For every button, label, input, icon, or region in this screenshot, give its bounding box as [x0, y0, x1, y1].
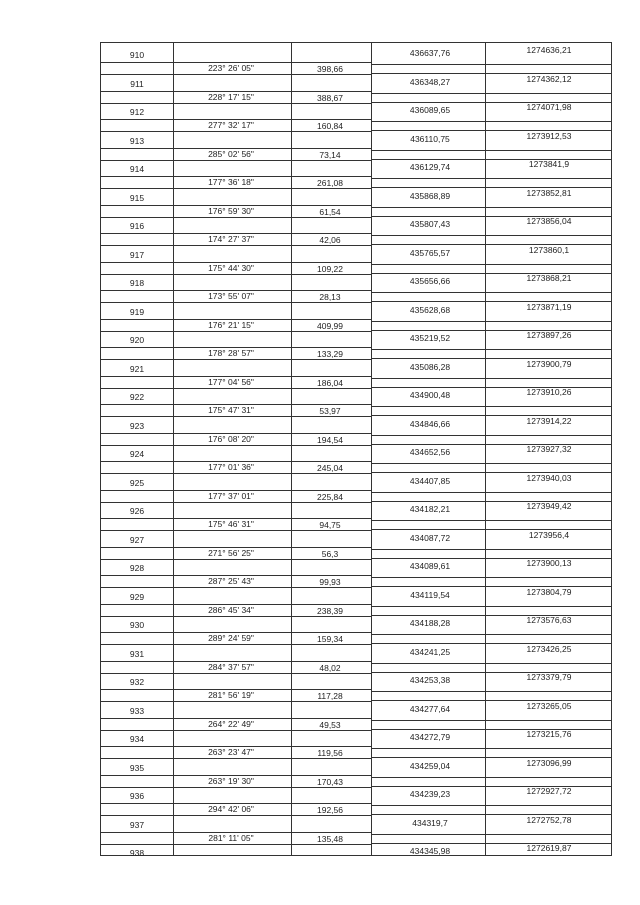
direction-angle: 264° 22' 49" — [208, 718, 254, 729]
row-rule — [371, 264, 611, 265]
point-number: 918 — [129, 278, 145, 288]
row-rule — [371, 435, 611, 436]
segment-distance: 409,99 — [317, 320, 343, 331]
segment-distance: 245,04 — [317, 463, 343, 473]
row-rule — [371, 235, 611, 236]
row-rule — [371, 549, 611, 550]
row-rule — [371, 663, 611, 664]
row-rule — [101, 473, 371, 474]
y-coordinate: 1273910,26 — [526, 387, 572, 397]
y-coordinate: 1273860,1 — [528, 244, 570, 255]
x-coordinate: 435656,66 — [409, 276, 451, 286]
point-number: 931 — [129, 648, 145, 659]
point-number: 920 — [129, 335, 145, 345]
direction-angle: 173° 55' 07" — [208, 291, 254, 301]
segment-distance: 42,06 — [319, 235, 341, 245]
y-coordinate: 1273956,4 — [528, 529, 570, 540]
row-rule — [371, 150, 611, 151]
row-rule — [371, 805, 611, 806]
direction-angle: 228° 17' 15" — [208, 91, 254, 102]
segment-distance: 109,22 — [317, 263, 343, 274]
y-coordinate: 1273576,63 — [526, 615, 572, 625]
point-number: 915 — [129, 192, 145, 203]
x-coordinate: 436089,65 — [409, 105, 451, 115]
row-rule — [101, 502, 371, 503]
y-coordinate: 1273900,79 — [526, 358, 572, 369]
y-coordinate: 1273927,32 — [526, 444, 572, 454]
row-rule — [101, 331, 371, 332]
x-coordinate: 435086,28 — [409, 361, 451, 372]
direction-angle: 178° 28' 57" — [208, 348, 254, 358]
segment-distance: 160,84 — [317, 121, 343, 131]
x-coordinate: 435807,43 — [409, 219, 451, 229]
row-rule — [371, 93, 611, 94]
direction-angle: 174° 27' 37" — [208, 234, 254, 244]
row-rule — [101, 245, 371, 246]
direction-angle: 177° 01' 36" — [208, 462, 254, 472]
point-number: 934 — [129, 734, 145, 744]
point-number: 938 — [129, 848, 145, 858]
row-rule — [371, 349, 611, 350]
table-column-divider — [291, 43, 292, 855]
point-number: 926 — [129, 506, 145, 516]
row-rule — [101, 445, 371, 446]
y-coordinate: 1273900,13 — [526, 558, 572, 568]
direction-angle: 177° 36' 18" — [208, 177, 254, 187]
point-number: 922 — [129, 392, 145, 402]
row-rule — [101, 74, 371, 75]
point-number: 911 — [130, 78, 144, 89]
x-coordinate: 434900,48 — [409, 390, 451, 400]
x-coordinate: 435765,57 — [409, 247, 451, 258]
row-rule — [101, 616, 371, 617]
point-number: 929 — [129, 591, 145, 602]
x-coordinate: 436348,27 — [409, 76, 451, 87]
y-coordinate: 1273096,99 — [526, 757, 572, 768]
segment-distance: 133,29 — [317, 349, 343, 359]
y-coordinate: 1272927,72 — [526, 786, 572, 796]
y-coordinate: 1272619,87 — [526, 843, 572, 853]
row-rule — [101, 815, 371, 816]
row-rule — [371, 577, 611, 578]
direction-angle: 281° 11' 05" — [208, 832, 254, 843]
y-coordinate: 1273914,22 — [526, 415, 572, 426]
row-rule — [371, 121, 611, 122]
segment-distance: 73,14 — [319, 149, 341, 160]
table-column-divider — [485, 43, 486, 855]
table-column-divider — [173, 43, 174, 855]
row-rule — [101, 131, 371, 132]
row-rule — [371, 178, 611, 179]
row-rule — [371, 606, 611, 607]
point-number: 928 — [129, 563, 145, 573]
direction-angle: 176° 59' 30" — [208, 205, 254, 216]
segment-distance: 48,02 — [319, 662, 341, 673]
table-column-divider — [371, 43, 372, 855]
segment-distance: 56,3 — [321, 548, 339, 559]
segment-distance: 49,53 — [319, 719, 341, 730]
x-coordinate: 436129,74 — [409, 162, 451, 172]
row-rule — [101, 701, 371, 702]
direction-angle: 176° 08' 20" — [208, 433, 254, 444]
point-number: 936 — [129, 791, 145, 801]
direction-angle: 286° 45' 34" — [208, 604, 254, 615]
segment-distance: 61,54 — [319, 206, 341, 217]
point-number: 912 — [129, 107, 145, 117]
direction-angle: 263° 23' 47" — [208, 747, 254, 757]
x-coordinate: 434319,7 — [412, 817, 448, 828]
direction-angle: 175° 46' 31" — [208, 519, 254, 529]
y-coordinate: 1273379,79 — [526, 672, 572, 682]
direction-angle: 277° 32' 17" — [208, 120, 254, 130]
x-coordinate: 434259,04 — [409, 760, 451, 771]
point-number: 913 — [129, 135, 145, 146]
row-rule — [101, 587, 371, 588]
x-coordinate: 434119,54 — [410, 589, 450, 600]
x-coordinate: 434652,56 — [409, 447, 451, 457]
row-rule — [371, 207, 611, 208]
y-coordinate: 1273426,25 — [526, 643, 572, 654]
direction-angle: 175° 47' 31" — [208, 405, 254, 415]
direction-angle: 177° 37' 01" — [208, 490, 254, 501]
coordinate-table — [100, 42, 612, 856]
y-coordinate: 1273856,04 — [526, 216, 572, 226]
segment-distance: 117,28 — [317, 691, 343, 701]
point-number: 923 — [129, 420, 145, 431]
row-rule — [371, 777, 611, 778]
x-coordinate: 435628,68 — [409, 304, 451, 315]
x-coordinate: 434345,98 — [409, 846, 451, 856]
segment-distance: 170,43 — [317, 776, 343, 787]
x-coordinate: 434277,64 — [409, 703, 451, 714]
segment-distance: 192,56 — [317, 805, 343, 815]
x-coordinate: 434188,28 — [409, 618, 451, 628]
direction-angle: 271° 56' 25" — [208, 547, 254, 558]
x-coordinate: 434253,38 — [409, 675, 451, 685]
x-coordinate: 434272,79 — [409, 732, 451, 742]
point-number: 937 — [129, 819, 145, 830]
y-coordinate: 1273215,76 — [526, 729, 572, 739]
y-coordinate: 1273841,9 — [528, 159, 570, 169]
row-rule — [101, 644, 371, 645]
row-rule — [101, 388, 371, 389]
point-number: 930 — [129, 620, 145, 630]
y-coordinate: 1273897,26 — [526, 330, 572, 340]
segment-distance: 238,39 — [317, 605, 343, 616]
point-number: 917 — [129, 249, 145, 260]
segment-distance: 186,04 — [317, 377, 343, 388]
y-coordinate: 1273940,03 — [526, 472, 572, 483]
point-number: 919 — [129, 306, 145, 317]
segment-distance: 261,08 — [317, 178, 343, 188]
row-rule — [101, 673, 371, 674]
segment-distance: 119,56 — [317, 748, 343, 758]
point-number: 921 — [129, 363, 145, 374]
segment-distance: 225,84 — [317, 491, 343, 502]
y-coordinate: 1274636,21 — [526, 45, 572, 55]
point-number: 925 — [129, 477, 145, 488]
row-rule — [101, 103, 371, 104]
y-coordinate: 1272752,78 — [526, 814, 572, 825]
y-coordinate: 1273949,42 — [526, 501, 572, 511]
row-rule — [101, 559, 371, 560]
row-rule — [371, 748, 611, 749]
row-rule — [101, 217, 371, 218]
row-rule — [371, 691, 611, 692]
row-rule — [101, 758, 371, 759]
point-number: 933 — [129, 705, 145, 716]
row-rule — [371, 492, 611, 493]
x-coordinate: 434407,85 — [409, 475, 451, 486]
row-rule — [101, 160, 371, 161]
row-rule — [101, 302, 371, 303]
y-coordinate: 1274071,98 — [526, 102, 572, 112]
x-coordinate: 434239,23 — [409, 789, 451, 799]
direction-angle: 263° 19' 30" — [208, 775, 254, 786]
x-coordinate: 434846,66 — [409, 418, 451, 429]
direction-angle: 287° 25' 43" — [208, 576, 254, 586]
y-coordinate: 1274362,12 — [526, 73, 572, 84]
row-rule — [101, 730, 371, 731]
direction-angle: 289° 24' 59" — [208, 633, 254, 643]
x-coordinate: 436110,75 — [410, 133, 450, 144]
y-coordinate: 1273804,79 — [526, 586, 572, 597]
segment-distance: 53,97 — [319, 406, 341, 416]
row-rule — [101, 359, 371, 360]
x-coordinate: 434089,61 — [409, 561, 451, 571]
segment-distance: 94,75 — [319, 520, 341, 530]
x-coordinate: 435219,52 — [409, 333, 451, 343]
point-number: 927 — [129, 534, 145, 545]
x-coordinate: 436637,76 — [409, 48, 451, 58]
segment-distance: 398,66 — [317, 64, 343, 74]
point-number: 916 — [129, 221, 145, 231]
direction-angle: 281° 56' 19" — [208, 690, 254, 700]
row-rule — [101, 274, 371, 275]
direction-angle: 294° 42' 06" — [208, 804, 254, 814]
point-number: 924 — [129, 449, 145, 459]
row-rule — [371, 720, 611, 721]
x-coordinate: 434087,72 — [409, 532, 451, 543]
row-rule — [371, 292, 611, 293]
row-rule — [371, 463, 611, 464]
direction-angle: 177° 04' 56" — [208, 376, 254, 387]
row-rule — [371, 64, 611, 65]
segment-distance: 388,67 — [317, 92, 343, 103]
direction-angle: 175° 44' 30" — [208, 262, 254, 273]
x-coordinate: 434182,21 — [409, 504, 451, 514]
y-coordinate: 1273868,21 — [526, 273, 572, 283]
row-rule — [371, 520, 611, 521]
point-number: 935 — [129, 762, 145, 773]
x-coordinate: 434241,25 — [409, 646, 451, 657]
row-rule — [101, 530, 371, 531]
row-rule — [101, 787, 371, 788]
x-coordinate: 435868,89 — [409, 190, 451, 201]
segment-distance: 159,34 — [317, 634, 343, 644]
segment-distance: 99,93 — [319, 577, 341, 587]
row-rule — [371, 634, 611, 635]
direction-angle: 285° 02' 56" — [208, 148, 254, 159]
y-coordinate: 1273265,05 — [526, 700, 572, 711]
row-rule — [101, 416, 371, 417]
row-rule — [371, 834, 611, 835]
segment-distance: 135,48 — [317, 833, 343, 844]
direction-angle: 176° 21' 15" — [208, 319, 254, 330]
point-number: 910 — [129, 50, 145, 60]
y-coordinate: 1273852,81 — [526, 187, 572, 198]
row-rule — [101, 188, 371, 189]
segment-distance: 28,13 — [319, 292, 341, 302]
y-coordinate: 1273912,53 — [526, 130, 572, 141]
point-number: 914 — [129, 164, 145, 174]
row-rule — [371, 406, 611, 407]
direction-angle: 223° 26' 05" — [208, 63, 254, 73]
point-number: 932 — [129, 677, 145, 687]
row-rule — [371, 321, 611, 322]
direction-angle: 284° 37' 57" — [208, 661, 254, 672]
row-rule — [101, 844, 371, 845]
segment-distance: 194,54 — [317, 434, 343, 445]
y-coordinate: 1273871,19 — [526, 301, 572, 312]
row-rule — [371, 378, 611, 379]
